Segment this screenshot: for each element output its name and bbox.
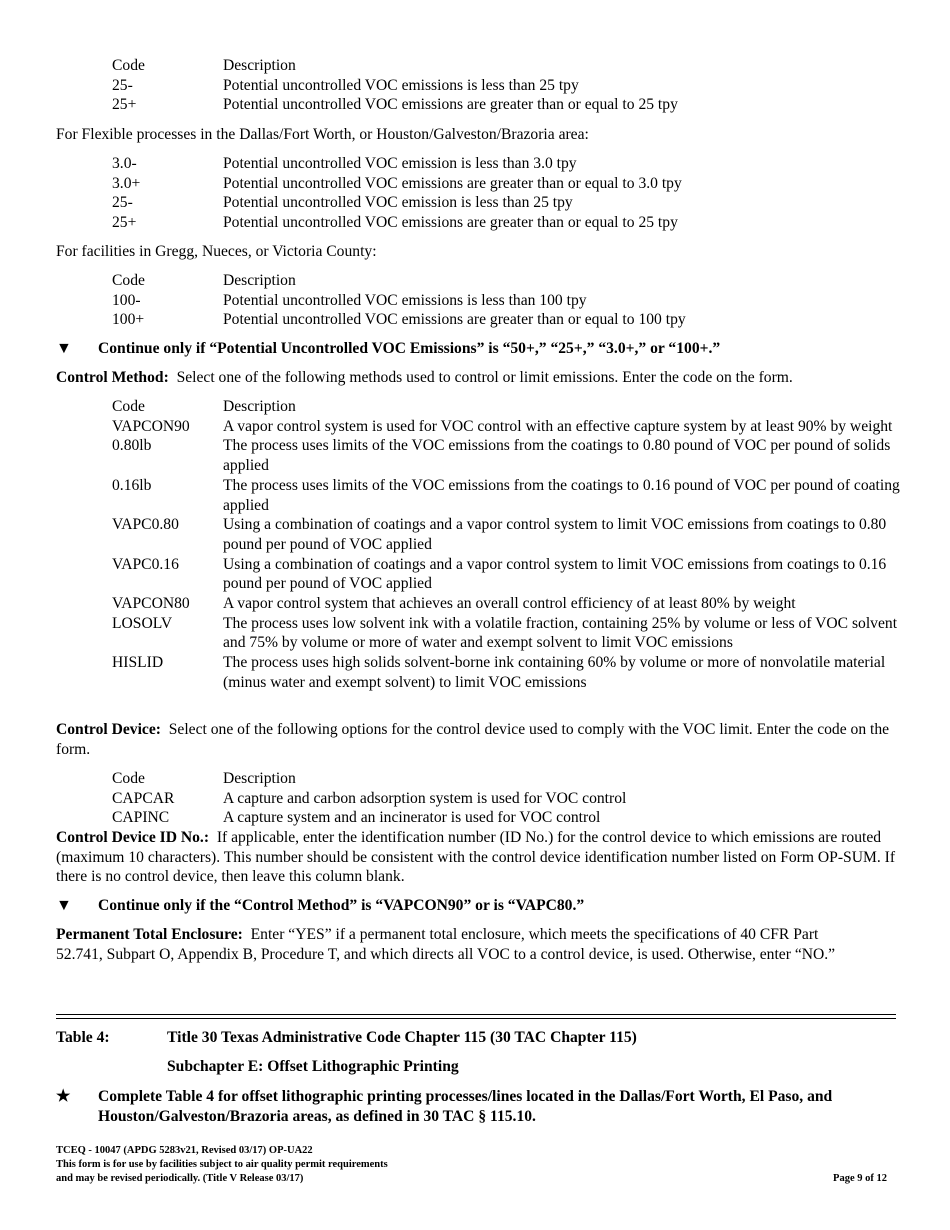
control-device-id-paragraph	[56, 828, 896, 887]
table-row	[112, 476, 902, 515]
continue-note-1	[56, 339, 720, 359]
counties-intro: For facilities in Gregg, Nueces, or Victoria County:	[56, 243, 377, 260]
code-cell: CAPCAR	[112, 789, 175, 807]
table-header	[112, 56, 902, 76]
table-row	[112, 808, 902, 828]
control-device-paragraph	[56, 720, 896, 759]
table-row	[112, 95, 902, 115]
continue-note-text: Continue only if the “Control Method” is “VAPCON90” or is “VAPC80.”	[98, 897, 585, 914]
table-row	[112, 594, 902, 614]
description-cell: The process uses limits of the VOC emissions from the coatings to 0.16 pound of VOC per pound of coating applied	[223, 476, 900, 514]
code-cell: 100+	[112, 311, 145, 329]
description-cell: Using a combination of coatings and a vapor control system to limit VOC emissions from coatings to 0.16 pound per pound of VOC applied	[223, 555, 887, 593]
table-row	[112, 174, 902, 194]
footer-form-id: TCEQ - 10047 (APDG 5283v21, Revised 03/17) OP-UA22	[56, 1145, 313, 1156]
control-device-text: Select one of the following options for the control device used to comply with the VOC limit. Enter the code on the form.	[56, 721, 890, 758]
page-number: Page 9 of 12	[833, 1173, 887, 1184]
code-header: Code	[112, 272, 145, 289]
description-cell: Potential uncontrolled VOC emissions are greater than or equal to 3.0 tpy	[223, 174, 682, 192]
table-header	[112, 271, 902, 291]
table-row	[112, 291, 902, 311]
description-cell: The process uses low solvent ink with a volatile fraction, containing 25% by volume or less of VOC solvent and 75% by volume or more of water and exempt solvent to limit VOC emissions	[223, 614, 898, 652]
description-cell: Potential uncontrolled VOC emissions is less than 25 tpy	[223, 76, 579, 94]
control-device-label: Control Device:	[56, 721, 161, 738]
table-row	[112, 76, 902, 96]
section-divider	[56, 1018, 896, 1019]
code-header: Code	[112, 57, 145, 74]
code-cell: HISLID	[112, 654, 164, 672]
code-cell: VAPCON80	[112, 595, 190, 613]
description-cell: Potential uncontrolled VOC emission is less than 25 tpy	[223, 194, 573, 212]
table4-title: Title 30 Texas Administrative Code Chapter 115 (30 TAC Chapter 115)	[167, 1029, 637, 1046]
down-triangle-icon: ▼	[56, 897, 72, 914]
description-header: Description	[223, 272, 296, 289]
control-method-label: Control Method:	[56, 369, 169, 386]
control-method-paragraph	[56, 368, 896, 388]
description-header: Description	[223, 770, 296, 787]
code-cell: 25-	[112, 76, 133, 94]
code-header: Code	[112, 770, 145, 787]
code-cell: VAPC0.80	[112, 516, 179, 534]
table-row	[112, 555, 902, 594]
description-cell: Potential uncontrolled VOC emissions is less than 100 tpy	[223, 291, 587, 309]
table-row	[112, 193, 902, 213]
description-cell: A vapor control system that achieves an overall control efficiency of at least 80% by weight	[223, 595, 796, 613]
control-device-code-table	[112, 769, 902, 828]
table-row	[112, 789, 902, 809]
description-header: Description	[223, 398, 296, 415]
description-cell: A vapor control system is used for VOC control with an effective capture system by at least 90% by weight	[223, 417, 893, 435]
description-cell: The process uses high solids solvent-borne ink containing 60% by volume or more of nonvolatile material (minus water and exempt solvent) to limit VOC emissions	[223, 654, 886, 691]
table4-label: Table 4:	[56, 1029, 110, 1046]
code-cell: 100-	[112, 291, 141, 309]
table-row	[112, 310, 902, 330]
continue-note-2	[56, 896, 584, 916]
description-cell: A capture system and an incinerator is used for VOC control	[223, 809, 601, 827]
code-cell: VAPC0.16	[112, 555, 179, 573]
permanent-enclosure-text: Enter “YES” if a permanent total enclosure, which meets the specifications of 40 CFR Part 52.741, Subpart O, Appendix B, Procedure T, and which directs all VOC to a control device, is used. Otherwise, enter “NO.”	[56, 926, 836, 963]
description-cell: Potential uncontrolled VOC emissions are greater than or equal to 25 tpy	[223, 214, 678, 232]
table-header	[112, 769, 902, 789]
description-cell: A capture and carbon adsorption system is used for VOC control	[223, 789, 627, 807]
code-cell: 3.0+	[112, 174, 141, 192]
continue-note-text: Continue only if “Potential Uncontrolled VOC Emissions” is “50+,” “25+,” “3.0+,” or “100+.”	[98, 340, 721, 357]
table-row	[112, 213, 902, 233]
description-cell: The process uses limits of the VOC emissions from the coatings to 0.80 pound of VOC per pound of solids applied	[223, 437, 891, 475]
code-header: Code	[112, 398, 145, 415]
table-row	[112, 515, 902, 554]
star-note	[56, 1087, 896, 1126]
emissions-code-table-a	[112, 56, 902, 115]
down-triangle-icon: ▼	[56, 340, 72, 357]
description-header: Description	[223, 57, 296, 74]
code-cell: 3.0-	[112, 155, 137, 172]
control-device-id-text: If applicable, enter the identification number (ID No.) for the control device to which emissions are routed (maximum 10 characters). This number should be consistent with the control device identification number listed on Form OP-SUM. If there is no control device, then leave this column blank.	[56, 829, 896, 886]
code-cell: 25+	[112, 96, 137, 114]
table4-subtitle: Subchapter E: Offset Lithographic Printing	[167, 1058, 459, 1075]
description-cell: Using a combination of coatings and a vapor control system to limit VOC emissions from coatings to 0.80 pound per pound of VOC applied	[223, 516, 887, 553]
emissions-code-table-c	[112, 271, 902, 330]
footer-left	[56, 1144, 388, 1186]
code-cell: VAPCON90	[112, 417, 190, 435]
star-note-text: Complete Table 4 for offset lithographic printing processes/lines located in the Dallas/Fort Worth, El Paso, and Houston/Galveston/Brazoria areas, as defined in 30 TAC § 115.10.	[98, 1088, 833, 1125]
control-method-text: Select one of the following methods used to control or limit emissions. Enter the code on the form.	[176, 369, 793, 386]
description-cell: Potential uncontrolled VOC emissions are greater than or equal to 100 tpy	[223, 311, 686, 329]
control-device-id-label: Control Device ID No.:	[56, 829, 210, 846]
table-row	[112, 417, 902, 437]
code-cell: LOSOLV	[112, 614, 173, 632]
permanent-enclosure-paragraph	[56, 925, 846, 964]
footer-notice-line1: This form is for use by facilities subject to air quality permit requirements	[56, 1159, 388, 1170]
emissions-code-table-b	[112, 154, 902, 233]
star-icon: ★	[56, 1088, 71, 1105]
code-cell: CAPINC	[112, 809, 170, 827]
code-cell: 25-	[112, 194, 133, 212]
code-cell: 0.80lb	[112, 437, 152, 455]
table-row	[112, 614, 902, 653]
table-row	[112, 154, 902, 174]
section-divider	[56, 1014, 896, 1015]
code-cell: 0.16lb	[112, 476, 152, 494]
description-cell: Potential uncontrolled VOC emission is less than 3.0 tpy	[223, 155, 577, 172]
footer-notice-line2: and may be revised periodically. (Title V Release 03/17)	[56, 1173, 304, 1184]
table-header	[112, 397, 902, 417]
flexible-intro: For Flexible processes in the Dallas/Fort Worth, or Houston/Galveston/Brazoria area:	[56, 126, 589, 143]
table-row	[112, 653, 902, 692]
permanent-enclosure-label: Permanent Total Enclosure:	[56, 926, 243, 943]
control-method-code-table	[112, 397, 902, 693]
code-cell: 25+	[112, 214, 137, 232]
description-cell: Potential uncontrolled VOC emissions are greater than or equal to 25 tpy	[223, 96, 678, 114]
table-row	[112, 436, 902, 475]
